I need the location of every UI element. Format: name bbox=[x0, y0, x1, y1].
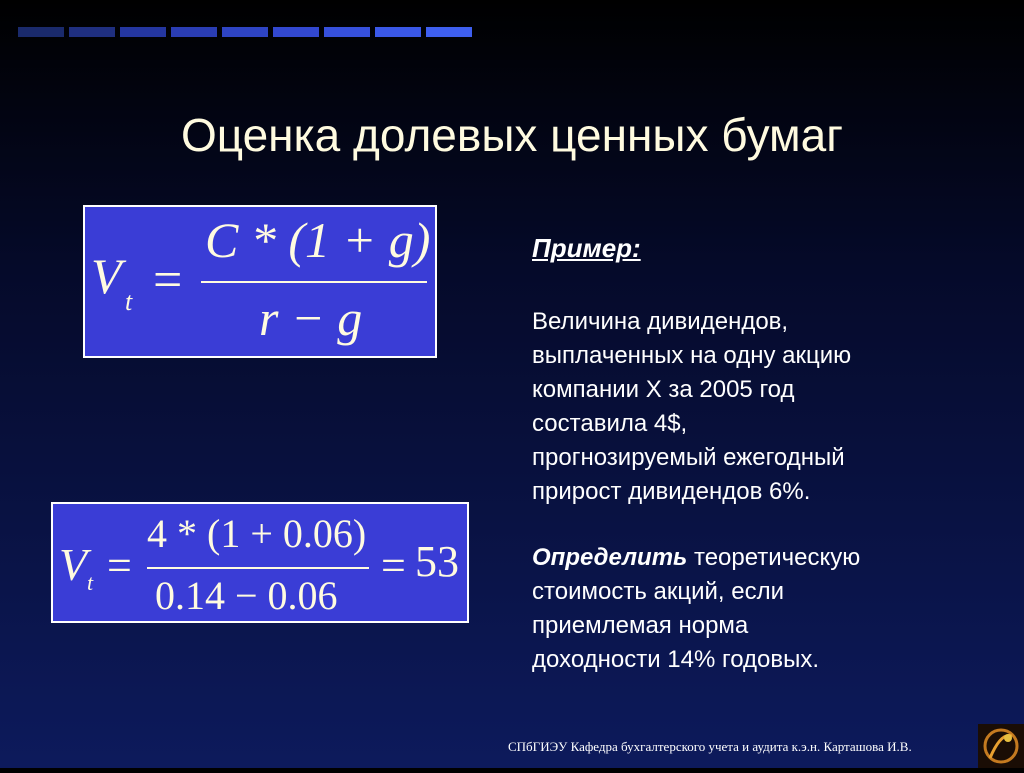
formula2-result: 53 bbox=[415, 537, 459, 586]
task-lines bbox=[532, 575, 860, 677]
top-decorative-bar bbox=[18, 27, 472, 37]
formula2-fraction-line bbox=[147, 567, 369, 569]
slide-title: Оценка долевых ценных бумаг bbox=[180, 109, 844, 161]
general-formula-box bbox=[83, 205, 437, 358]
determine-label: Определить bbox=[532, 544, 688, 571]
logo-graphic bbox=[978, 724, 1024, 768]
text-line: приемлемая норма bbox=[532, 612, 749, 639]
top-bar-segment bbox=[18, 27, 64, 37]
example-label: Пример: bbox=[532, 233, 641, 263]
top-bar-segment bbox=[69, 27, 115, 37]
formula1-lhs-sub: t bbox=[125, 287, 133, 316]
formula1-numerator: C * (1 + g) bbox=[205, 212, 431, 268]
top-bar-segment bbox=[324, 27, 370, 37]
formula2-numerator: 4 * (1 + 0.06) bbox=[147, 511, 367, 556]
text-line: выплаченных на одну акцию bbox=[532, 342, 852, 369]
formula1-lhs-var: V bbox=[91, 248, 122, 304]
task-first-line bbox=[532, 541, 860, 575]
example-formula-box bbox=[51, 502, 469, 623]
formula1-fraction-line bbox=[201, 281, 427, 283]
top-bar-segment bbox=[375, 27, 421, 37]
footer-text: СПбГИЭУ Кафедра бухгалтерского учета и аудита к.э.н. Карташова И.В. bbox=[508, 739, 912, 754]
text-line: Величина дивидендов, bbox=[532, 308, 789, 335]
formula2-equals: = bbox=[107, 541, 132, 590]
top-bar-segment bbox=[426, 27, 472, 37]
text-line: доходности 14% годовых. bbox=[532, 646, 820, 673]
example-paragraph bbox=[532, 305, 851, 509]
formula2-denominator: 0.14 − 0.06 bbox=[155, 573, 338, 618]
text-line: составила 4$, bbox=[532, 410, 688, 437]
top-bar-segment bbox=[273, 27, 319, 37]
text-line: стоимость акций, если bbox=[532, 578, 784, 605]
determine-rest: теоретическую bbox=[687, 544, 861, 571]
top-bar-segment bbox=[222, 27, 268, 37]
text-line: прогнозируемый ежегодный bbox=[532, 444, 845, 471]
formula2-equals2: = bbox=[381, 541, 406, 590]
formula2-lhs-sub: t bbox=[87, 570, 94, 595]
task-paragraph bbox=[532, 541, 860, 677]
top-bar-segment bbox=[120, 27, 166, 37]
text-line: компании Х за 2005 год bbox=[532, 376, 795, 403]
text-line: прирост дивидендов 6%. bbox=[532, 478, 811, 505]
university-logo-icon bbox=[978, 724, 1024, 768]
formula1-denominator: r − g bbox=[259, 290, 363, 346]
top-bar-segment bbox=[171, 27, 217, 37]
formula1-equals: = bbox=[153, 252, 183, 309]
formula2-lhs-var: V bbox=[59, 539, 88, 590]
